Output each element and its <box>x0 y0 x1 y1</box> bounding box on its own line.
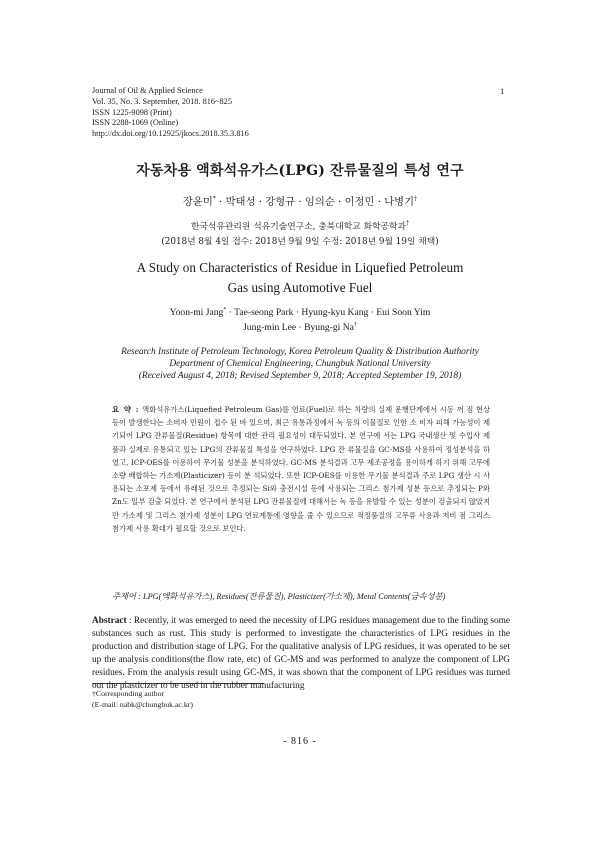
issn-online: ISSN 2288-1069 (Online) <box>92 118 179 128</box>
title-korean: 자동차용 액화석유가스(LPG) 잔류물질의 특성 연구 <box>136 163 464 179</box>
affiliation-korean-line1: 한국석유관리원 석유기술연구소, 충북대학교 화학공학과 <box>190 222 407 232</box>
title-english <box>60 258 540 298</box>
author-rest: · 박태성 · 강형규 · 임의순 · 이정민 · 나병기 <box>215 196 415 208</box>
corresponding-mark-en: † <box>353 321 357 328</box>
affiliation-english <box>60 346 540 383</box>
abstract-korean-line: 되었다. 본 연구에서 분석된 LPG 잔류물질에 대해서는 녹 등을 유발할 수 있는 성분이 검출되지 않았지만 <box>112 497 491 520</box>
abstract-korean-line: 석되었다. 또한 ICP-OES를 이용한 무기물 분석결과 주로 LPG 생산 시 사용되는 소포제 등에서 유래된 <box>112 471 490 494</box>
abstract-korean <box>112 403 490 535</box>
abstract-english <box>92 615 510 694</box>
title-english-line2: Gas using Automotive Fuel <box>227 280 373 295</box>
abstract-korean-line: 비자 피해 가능성이 제기되어 LPG 잔류물질(Residue) 항목에 대한 관리 필요성이 대두되었다. 본 연구에 <box>112 418 490 441</box>
journal-name: Journal of Oil & Applied Science <box>92 86 203 95</box>
authors-english <box>60 305 540 335</box>
corresponding-email[interactable]: (E-mail: nabk@chungbuk.ac.kr) <box>92 700 193 709</box>
journal-volume: Vol. 35, No. 3. September, 2018. 816~825 <box>92 96 232 106</box>
keywords-korean: 주제어 : LPG(액화석유가스), Residues(잔류물질), Plasticizer(가소제), Metal Contents(금속성분) <box>112 592 446 601</box>
abstract-korean-line: 가소제 및 그리스 첨가제 성분이 LPG 연료계통에 영향을 줄 수 있으므로 적정품질의 고무류 사용과 저비 <box>121 510 457 520</box>
page-number: 1 <box>500 86 505 96</box>
abstract-english-label: Abstract <box>92 616 127 626</box>
abstract-english-line: residues in the production and distribution stage of LPG. For the qualitative analysis of LPG residues, <box>92 629 511 653</box>
abstract-korean-line: 것으로 추정되는 Si와 충전시설 등에 사용되는 그리스 첨가제 성분 등으로 추정되는 P와 Zn도 일부 검출 <box>112 484 490 507</box>
issn-print: ISSN 1225-9098 (Print) <box>92 107 172 117</box>
abstract-english-line: finding some substances such as rust. This study is performed to investigate the characteristics of LPG <box>92 616 511 640</box>
affiliation-mark: † <box>406 220 410 228</box>
author-en-first: Yoon-mi Jang <box>169 307 224 318</box>
footnote-divider <box>92 683 264 684</box>
abstract-korean-line: 짐 현상 등이 발생한다는 소비자 민원이 접수 된 바 있으며, 최근 유통과정에서 녹 등의 이물질로 인한 소 <box>112 405 491 428</box>
affiliation-english-line1: Research Institute of Petroleum Technology, Korea Petroleum Quality & Distribution Authority <box>121 347 479 357</box>
dates-english: (Received August 4, 2018; Revised September 9, 2018; Accepted September 19, 2018) <box>138 371 462 382</box>
author-en-first-mark: * <box>223 306 227 313</box>
abstract-english-line: the component of LPG residues was turned out the plasticizer to be used in the rubber manufacturing <box>92 668 510 692</box>
abstract-korean-line: 서는 LPG 국내생산 및 수입사 제품과 실제로 유통되고 있는 LPG의 잔류물질 특성을 연구하였다. LPG 잔 <box>112 431 491 454</box>
corresponding-mark: † <box>414 195 418 203</box>
author-first: 장윤미 <box>182 196 213 208</box>
authors-en-line1-rest: · Tae-seong Park · Hyung-kyu Kang · Eui Soon Yim <box>226 307 431 318</box>
authors-korean <box>60 193 540 208</box>
dates-korean: (2018년 8월 4일 접수: 2018년 9월 9일 수정: 2018년 9월 19일 채택) <box>161 237 439 247</box>
journal-info <box>92 86 249 140</box>
doi-link[interactable]: http://dx.doi.org/10.12925/jkocs.2018.35.3.816 <box>92 129 249 139</box>
abstract-english-line: : Recently, it was emerged to need the necessity of LPG residues management due to the <box>128 616 459 626</box>
abstract-korean-label: 요 약 : <box>112 405 140 414</box>
page-footer-number: - 816 - <box>283 736 317 747</box>
abstract-korean-line: GC-MS 분석결과 고무 제조공정을 용이하게 하기 위해 고무에 소량 배합하는 가소제(Plasticizer) 등이 분 <box>112 457 490 481</box>
title-english-line1: A Study on Characteristics of Residue in Liquefied Petroleum <box>136 260 464 275</box>
authors-en-line2: Jung-min Lee · Byung-gi Na <box>243 322 354 333</box>
corresponding-author-note: †Corresponding author <box>92 689 165 698</box>
abstract-korean-line: 점 그리스 첨가제 사용 확대가 필요할 것으로 보인다. <box>112 510 491 533</box>
author-first-mark: * <box>212 195 216 203</box>
abstract-english-line: to analyze the component of LPG residues. From the analysis result using GC-MS, it was shown that <box>92 655 511 679</box>
abstract-korean-line: 액화석유가스(Liquefied Petroleum Gas)를 연료(Fuel)로 하는 차량의 실제 운행단계에서 시동 꺼 <box>142 405 464 414</box>
affiliation-korean <box>60 220 540 250</box>
abstract-korean-line: 류물질을 GC-MS를 사용하여 정성분석을 하였고, ICP-OES를 이용하여 무기물 성분을 분석하였다. <box>112 444 490 467</box>
affiliation-english-line2: Department of Chemical Engineering, Chungbuk National University <box>169 359 431 370</box>
footnote <box>92 688 193 710</box>
abstract-english-line: it was operated to be set up the analysis conditions(the flow rate, etc) of GC-MS and was performed <box>92 642 510 666</box>
